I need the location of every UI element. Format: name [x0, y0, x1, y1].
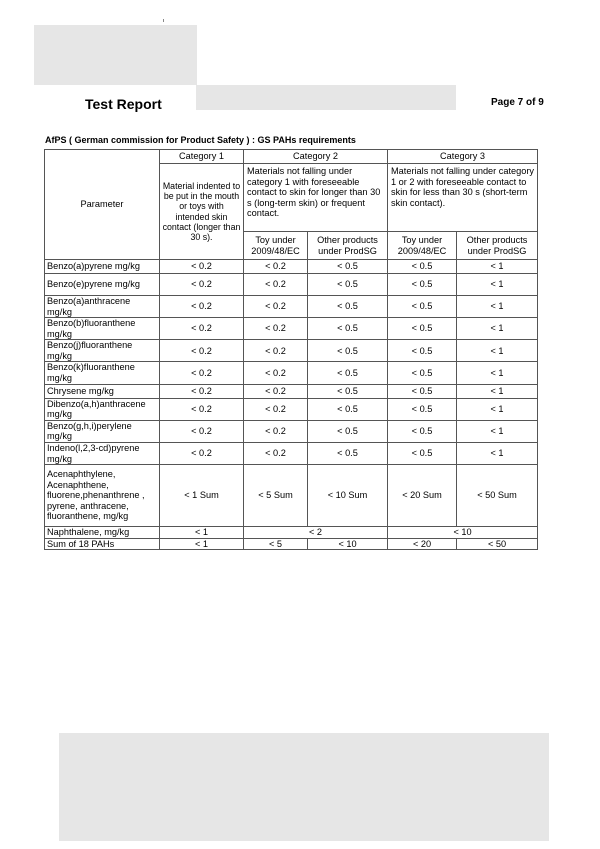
- limit-value: < 0.2: [160, 362, 244, 384]
- page-number: Page 7 of 9: [491, 97, 544, 108]
- limit-value: < 0.5: [308, 318, 388, 340]
- limit-value: < 2: [244, 527, 388, 539]
- section-title: AfPS ( German commission for Product Safety ) : GS PAHs requirements: [45, 135, 356, 145]
- parameter-name: Benzo(k)fluoranthene mg/kg: [45, 362, 160, 384]
- limit-value: < 1: [457, 296, 538, 318]
- pah-requirements-table: [44, 149, 538, 550]
- parameter-name: Benzo(g,h,i)perylene mg/kg: [45, 420, 160, 442]
- limit-value: < 0.5: [388, 340, 457, 362]
- limit-value: < 0.2: [160, 296, 244, 318]
- table-row: [45, 465, 538, 527]
- limit-value: < 0.5: [308, 420, 388, 442]
- limit-value: < 1: [457, 318, 538, 340]
- limit-value: < 0.2: [244, 260, 308, 274]
- parameter-name: Chrysene mg/kg: [45, 384, 160, 398]
- limit-value: < 0.2: [160, 274, 244, 296]
- limit-value: < 5 Sum: [244, 465, 308, 527]
- category-1-header: Category 1: [160, 150, 244, 164]
- table-row: [45, 362, 538, 384]
- limit-value: < 0.2: [160, 384, 244, 398]
- limit-value: < 0.2: [244, 362, 308, 384]
- limit-value: < 0.2: [160, 442, 244, 464]
- parameter-name: Benzo(a)pyrene mg/kg: [45, 260, 160, 274]
- limit-value: < 0.2: [244, 398, 308, 420]
- limit-value: < 1: [160, 527, 244, 539]
- redacted-logo-area: [34, 25, 197, 85]
- cat3-other-header: Other products under ProdSG: [457, 232, 538, 260]
- limit-value: < 0.5: [388, 318, 457, 340]
- limit-value: < 20: [388, 538, 457, 550]
- table-row: [45, 420, 538, 442]
- table-row: [45, 274, 538, 296]
- redacted-header-info: [196, 85, 456, 110]
- limit-value: < 0.2: [244, 384, 308, 398]
- category-header-row: [45, 150, 538, 164]
- limit-value: < 0.2: [244, 318, 308, 340]
- limit-value: < 1: [457, 340, 538, 362]
- limit-value: < 10: [308, 538, 388, 550]
- limit-value: < 0.5: [388, 260, 457, 274]
- cat2-other-header: Other products under ProdSG: [308, 232, 388, 260]
- parameter-name: Benzo(a)anthracene mg/kg: [45, 296, 160, 318]
- limit-value: < 1: [457, 420, 538, 442]
- parameter-header: Parameter: [45, 150, 160, 260]
- limit-value: < 0.5: [308, 362, 388, 384]
- parameter-name: Benzo(e)pyrene mg/kg: [45, 274, 160, 296]
- limit-value: < 1: [457, 260, 538, 274]
- limit-value: < 0.5: [308, 260, 388, 274]
- table-row: [45, 340, 538, 362]
- limit-value: < 0.5: [308, 398, 388, 420]
- category-1-description: Material indented to be put in the mouth or toys with intended skin contact (longer than 30 s).: [160, 164, 244, 260]
- limit-value: < 0.2: [244, 274, 308, 296]
- limit-value: < 0.5: [308, 340, 388, 362]
- cat3-toy-header: Toy under 2009/48/EC: [388, 232, 457, 260]
- category-3-header: Category 3: [388, 150, 538, 164]
- table-row: [45, 260, 538, 274]
- parameter-name: Benzo(b)fluoranthene mg/kg: [45, 318, 160, 340]
- limit-value: < 1: [457, 362, 538, 384]
- parameter-name: Acenaphthylene, Acenaphthene, fluorene,phenanthrene , pyrene, anthracene, fluoranthene, mg/kg: [45, 465, 160, 527]
- limit-value: < 10: [388, 527, 538, 539]
- limit-value: < 0.5: [388, 398, 457, 420]
- cat2-toy-header: Toy under 2009/48/EC: [244, 232, 308, 260]
- limit-value: < 0.2: [160, 398, 244, 420]
- table-row: [45, 318, 538, 340]
- limit-value: < 1: [160, 538, 244, 550]
- limit-value: < 0.2: [160, 420, 244, 442]
- limit-value: < 0.2: [244, 340, 308, 362]
- scan-mark: [163, 19, 164, 22]
- parameter-name: Sum of 18 PAHs: [45, 538, 160, 550]
- limit-value: < 20 Sum: [388, 465, 457, 527]
- limit-value: < 1: [457, 384, 538, 398]
- limit-value: < 0.5: [388, 442, 457, 464]
- limit-value: < 0.5: [308, 442, 388, 464]
- limit-value: < 0.5: [388, 274, 457, 296]
- limit-value: < 0.2: [244, 296, 308, 318]
- limit-value: < 0.2: [160, 260, 244, 274]
- category-2-header: Category 2: [244, 150, 388, 164]
- parameter-name: Indeno(l,2,3-cd)pyrene mg/kg: [45, 442, 160, 464]
- limit-value: < 10 Sum: [308, 465, 388, 527]
- limit-value: < 0.2: [160, 318, 244, 340]
- sum-row: [45, 538, 538, 550]
- limit-value: < 5: [244, 538, 308, 550]
- naphthalene-row: [45, 527, 538, 539]
- limit-value: < 0.5: [308, 296, 388, 318]
- table-row: [45, 296, 538, 318]
- limit-value: < 0.5: [308, 274, 388, 296]
- limit-value: < 50 Sum: [457, 465, 538, 527]
- limit-value: < 1: [457, 274, 538, 296]
- category-2-description: Materials not falling under category 1 with foreseeable contact to skin for longer than 30 s (long-term skin) or frequent contact.: [244, 164, 388, 232]
- limit-value: < 0.5: [308, 384, 388, 398]
- limit-value: < 1: [457, 398, 538, 420]
- limit-value: < 50: [457, 538, 538, 550]
- table-row: [45, 384, 538, 398]
- limit-value: < 0.5: [388, 420, 457, 442]
- limit-value: < 1: [457, 442, 538, 464]
- limit-value: < 0.2: [160, 340, 244, 362]
- report-title: Test Report: [85, 96, 162, 112]
- limit-value: < 0.5: [388, 362, 457, 384]
- limit-value: < 0.5: [388, 296, 457, 318]
- category-3-description: Materials not falling under category 1 or 2 with foreseeable contact to skin for less than 30 s (short-term skin contact).: [388, 164, 538, 232]
- redacted-footer: [59, 733, 549, 841]
- table-row: [45, 442, 538, 464]
- limit-value: < 0.5: [388, 384, 457, 398]
- table-row: [45, 398, 538, 420]
- parameter-name: Naphthalene, mg/kg: [45, 527, 160, 539]
- limit-value: < 1 Sum: [160, 465, 244, 527]
- limit-value: < 0.2: [244, 442, 308, 464]
- limit-value: < 0.2: [244, 420, 308, 442]
- parameter-name: Dibenzo(a,h)anthracene mg/kg: [45, 398, 160, 420]
- parameter-name: Benzo(j)fluoranthene mg/kg: [45, 340, 160, 362]
